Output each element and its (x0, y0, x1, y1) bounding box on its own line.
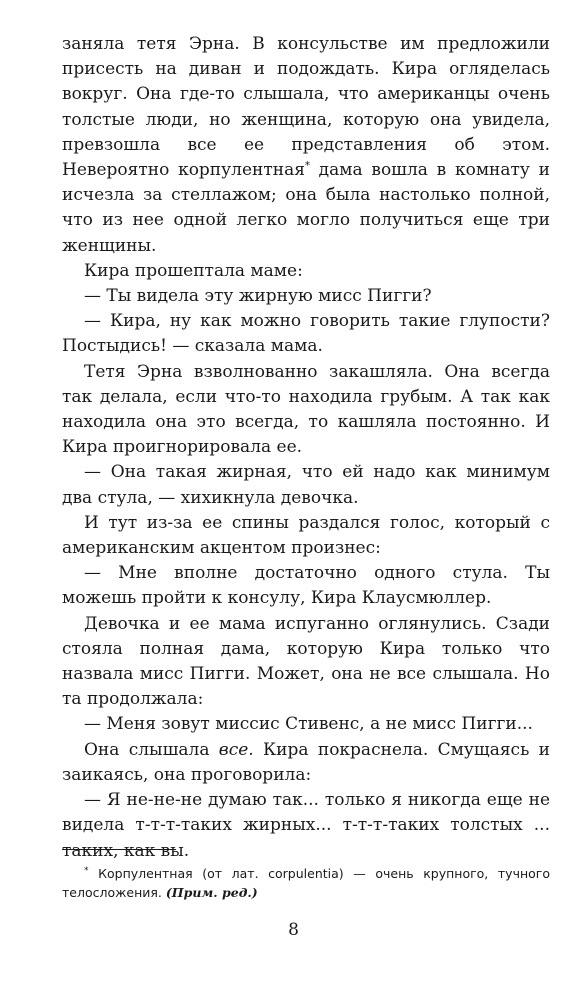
paragraph-text: Кира покраснела. Смущаясь и заикаясь, она проговорила: (62, 739, 550, 785)
footnote-marker: * (304, 160, 310, 172)
editor-note: (Прим. ред.) (165, 885, 258, 900)
paragraph-7: И тут из-за ее спины раздался голос, который с американским акцентом произнес: (62, 512, 550, 559)
paragraph-2: Кира прошептала маме: (84, 260, 303, 281)
footnote-text: Корпулентная (от лат. corpulentia) — очень крупного, тучного телосложения. (62, 866, 550, 900)
footnote-marker: * (84, 865, 89, 876)
paragraph-text: дама вошла в комнату и исчезла за стеллажом; она была настолько полной, что из нее одной легко могло получиться еще три женщины. (62, 160, 550, 256)
paragraph-text: Она слышала (84, 739, 219, 760)
footnote (62, 864, 550, 902)
paragraph-8: — Мне вполне достаточно одного стула. Ты можешь пройти к консулу, Кира Клаусмюллер. (62, 563, 550, 609)
paragraph-12: — Я не-не-не думаю так... только я никогда еще не видела т-т-т-таких жирных... т-т-т-таких толстых ... таких, как вы. (62, 790, 550, 861)
paragraph-text: заняла тетя Эрна. В консульстве им предложили присесть на диван и подождать. Кира огляделась вокруг. Она где-то слышала, что американцы очень толстые люди, но женщина, которую она увидела, превзошла все ее представления об этом. Невероятно корпулентная (62, 34, 550, 181)
paragraph-9: Девочка и ее мама испуганно оглянулись. Сзади стояла полная дама, которую Кира только что назвала мисс Пигги. Может, она не все слышала. Но та продолжала: (62, 613, 550, 710)
emphasis-text: все. (218, 739, 254, 760)
paragraph-11 (62, 738, 550, 788)
paragraph-10: — Меня зовут миссис Стивенс, а не мисс Пигги... (84, 714, 533, 735)
paragraph-1 (62, 32, 550, 259)
page-body (62, 32, 550, 864)
page-number: 8 (288, 920, 299, 940)
paragraph-4: — Кира, ну как можно говорить такие глупости? Постыдись! — сказала мама. (62, 311, 550, 357)
paragraph-6: — Она такая жирная, что ей надо как минимум два стула, — хихикнула девочка. (62, 462, 550, 508)
footnote-divider (62, 849, 176, 850)
paragraph-5: Тетя Эрна взволнованно закашляла. Она всегда так делала, если что-то находила грубым. А так как находила она это всегда, то кашляла постоянно. И Кира проигнорировала ее. (62, 361, 550, 458)
paragraph-3: — Ты видела эту жирную мисс Пигги? (84, 286, 432, 307)
